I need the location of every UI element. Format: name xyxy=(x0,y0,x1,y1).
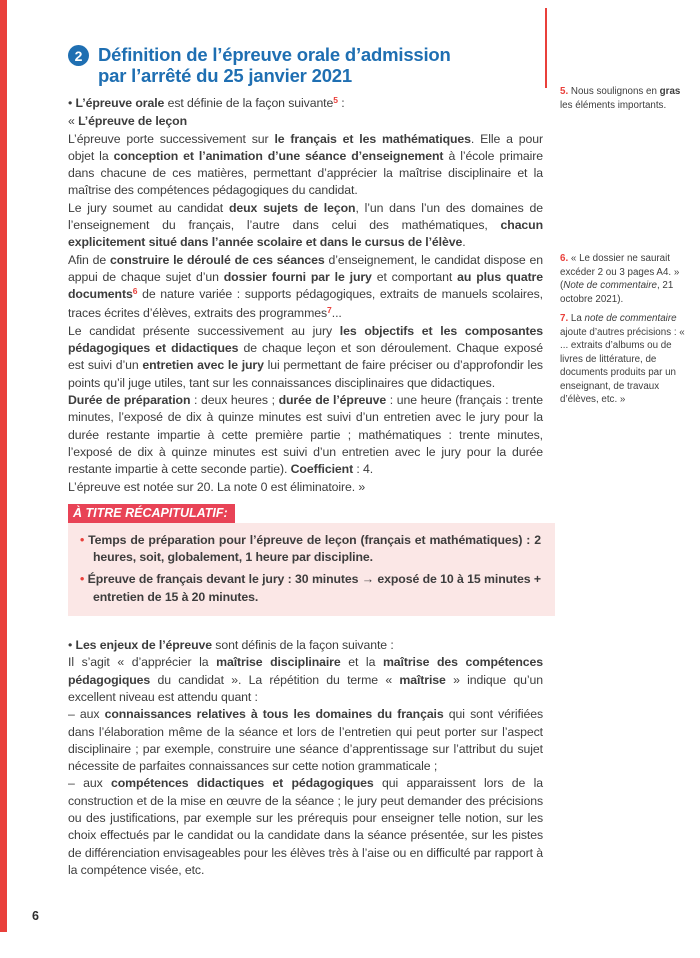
paragraph: Le jury soumet au candidat deux sujets de leçon, l’un dans l’un des domaines de l’enseignement du français, l’autre dans celui des mathématiques, chacun explicitement situé dans l’année scolaire et dans le cursus de l’élève. xyxy=(68,200,543,250)
margin-note-6 xyxy=(560,252,692,306)
quote-block xyxy=(68,95,543,496)
recap-callout xyxy=(68,504,555,616)
recap-item: • Épreuve de français devant le jury : 30 minutes → exposé de 10 à 15 minutes + entretien de 15 à 20 minutes. xyxy=(80,572,541,604)
paragraph: Il s’agit « d’apprécier la maîtrise disciplinaire et la maîtrise des compétences pédagogiques du candidat ». La répétition du terme « maîtrise » indique qu’un excellent niveau est attendu quant : xyxy=(68,655,543,704)
note-text: Nous soulignons en gras les éléments importants. xyxy=(560,86,681,111)
paragraph: « L’épreuve de leçon xyxy=(68,114,187,129)
paragraph: Afin de construire le déroulé de ces séances d’enseignement, le candidat dispose en appui de chaque sujet d’un dossier fourni par le jury et comportant au plus quatre documents$^6$ de nature variée : supports pédagogiques, extraits de manuels scolaires, traces écrites d’élèves, extraits des programmes$^7$... xyxy=(68,252,543,320)
note-number: 6. xyxy=(560,253,569,264)
paragraph: Durée de préparation : deux heures ; durée de l’épreuve : une heure (français : trente minutes, l’exposé de dix à quinze minutes est suivi d’un entretien avec le jury pour la durée restante impartie à cette première partie ; mathématiques : trente minutes, l’exposé de dix à quinze minutes est suivi d’un entretien avec le jury pour la durée restante impartie à cette seconde partie). Coefficient : 4. xyxy=(68,393,543,477)
enjeux-section xyxy=(68,637,543,879)
section-title-line2: par l’arrêté du 25 janvier 2021 xyxy=(98,65,352,86)
recap-label: À TITRE RÉCAPITULATIF: xyxy=(68,504,235,523)
left-accent-bar xyxy=(0,0,7,932)
note-text: La note de commentaire ajoute d’autres précisions : « ... extraits d’albums ou de livres de littérature, de documents produits par un enseignant, de travaux d’élèves, etc. » xyxy=(560,313,685,405)
section-title-line1: Définition de l’épreuve orale d’admission xyxy=(98,44,451,65)
paragraph: • Les enjeux de l’épreuve sont définis de la façon suivante : xyxy=(68,638,394,653)
section-heading xyxy=(68,44,543,86)
margin-note-7 xyxy=(560,312,692,407)
note-number: 7. xyxy=(560,313,569,324)
page-content xyxy=(68,44,543,879)
margin-note-5 xyxy=(560,85,692,112)
page-number: 6 xyxy=(32,909,39,923)
recap-box xyxy=(68,523,555,616)
note-number: 5. xyxy=(560,86,569,97)
section-title xyxy=(98,44,451,86)
recap-item: • Temps de préparation pour l’épreuve de leçon (français et mathématiques) : 2 heures, soit, globalement, 1 heure par discipline. xyxy=(80,532,541,565)
paragraph: Le candidat présente successivement au jury les objectifs et les composantes pédagogiques et didactiques de chaque leçon et son déroulement. Chaque exposé est suivi d’un entretien avec le jury lui permettant de faire préciser ou d’approfondir les points qu’il juge utiles, tant sur les connaissances disciplinaires que didactiques. xyxy=(68,323,544,390)
dash-list-item: – aux connaissances relatives à tous les domaines du français qui sont vérifiées dans l’élaboration même de la séance et lors de l’entretien qui peut porter sur l’aspect disciplinaire ; par exemple, construire une séance d’apprentissage sur l’attribut du sujet nécessite de parfaites connaissances sur cette notion grammaticale ; xyxy=(68,707,543,774)
paragraph: L’épreuve est notée sur 20. La note 0 est éliminatoire. » xyxy=(68,479,366,494)
paragraph: L’épreuve porte successivement sur le français et les mathématiques. Elle a pour objet la conception et l’animation d’une séance d’enseignement à l’école primaire dans chacune de ces matières, permettant d’apprécier la maîtrise disciplinaire et la maîtrise des compétences pédagogiques du candidat. xyxy=(68,131,543,198)
paragraph: • L’épreuve orale est définie de la façon suivante$^5$ : xyxy=(68,95,345,110)
section-number-badge: 2 xyxy=(68,45,89,66)
dash-list-item: – aux compétences didactiques et pédagogiques qui apparaissent lors de la construction et de la mise en œuvre de la séance ; le jury peut demander des précisions ou des justifications, par exemple sur les prérequis pour enseigner telle notion, sur les choix effectués par le candidat ou la candidate dans la séance présentée, sur les pistes de différenciation envisageables pour les élèves très à l’aise ou en difficulté par rapport à la compétence visée, etc. xyxy=(68,776,544,877)
note-text: « Le dossier ne saurait excéder 2 ou 3 pages A4. » (Note de commentaire, 21 octobre 2021). xyxy=(560,253,680,305)
chapter-accent-rule xyxy=(545,8,547,88)
